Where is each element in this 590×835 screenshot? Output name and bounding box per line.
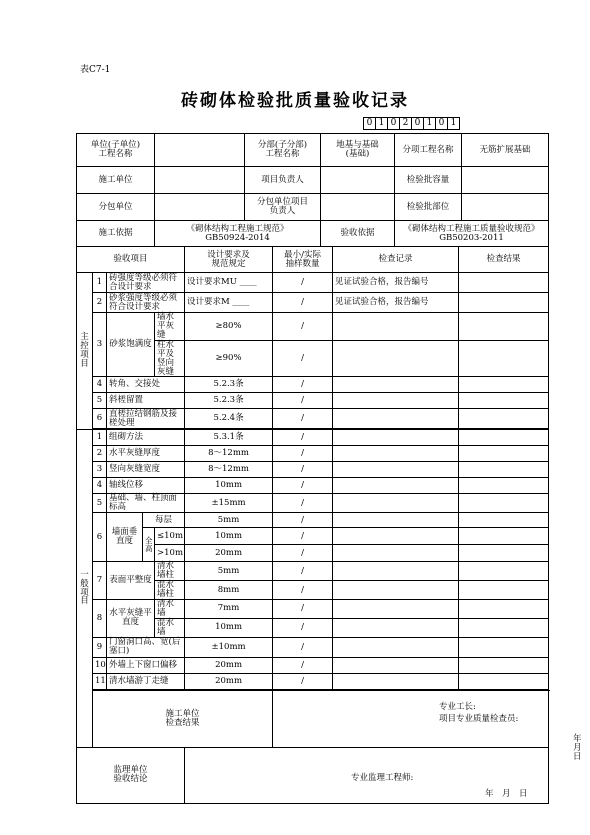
design-requirement: 20mm [185,545,273,562]
code-digit: 1 [423,117,436,130]
check-record[interactable] [333,562,459,581]
sub-item-name: 混水墙 [155,618,185,637]
sample-count: / [273,545,333,562]
design-requirement: 8～12mm [185,446,273,462]
code-digit: 0 [387,117,400,130]
sub-item-name: ≤10m [155,528,185,545]
item-name: 外墙上下窗口偏移 [107,657,185,673]
item-name: 直槎拉结钢筋及接槎处理 [107,409,185,429]
check-result[interactable] [459,340,549,377]
check-result[interactable] [459,293,549,313]
sample-count: / [273,513,333,528]
sub-item-name: 柱水平及竖向灰缝 [155,340,185,377]
basis-label: 施工依据 [77,221,155,247]
row-number: 2 [93,446,107,462]
quality-inspector-label: 项目专业质量检查员: [439,713,519,724]
code-digit: 0 [411,117,424,130]
design-requirement: 设计要求M ____ [185,293,273,313]
check-result[interactable] [459,377,549,393]
item-name: 砂浆强度等级必须符合设计要求 [107,293,185,313]
construct-date: 年 月 日 [573,733,590,762]
sub-item-name: 清水墙 [155,599,185,618]
division-label: 分部(子分部) 工程名称 [245,134,321,167]
row-number: 7 [93,562,107,600]
check-result[interactable] [459,562,549,581]
design-requirement: 5.2.3条 [185,377,273,393]
sample-count: / [273,478,333,494]
sub-item-name: >10m [155,545,185,562]
check-record[interactable] [333,340,459,377]
check-result[interactable] [459,313,549,341]
item-name: 水平灰缝厚度 [107,446,185,462]
row-number: 9 [93,637,107,657]
check-record[interactable] [333,545,459,562]
project-leader-value[interactable] [321,167,395,194]
sub-item-name: 墙水平灰缝 [155,313,185,341]
check-record[interactable] [333,513,459,528]
check-record[interactable] [333,657,459,673]
check-record[interactable]: 见证试验合格，报告编号 [333,273,459,293]
batch-capacity-value[interactable] [462,167,549,194]
check-record[interactable] [333,313,459,341]
document-title: 砖砌体检验批质量验收记录 [181,91,409,111]
check-record[interactable] [333,430,459,446]
subcontract-label: 分包单位 [77,194,155,221]
sample-count: / [273,494,333,513]
supervise-date: 年 月 日 [485,788,528,799]
check-result[interactable] [459,513,549,528]
unit-name-value[interactable] [155,134,245,167]
check-record[interactable] [333,618,459,637]
item-name: 砂浆饱满度 [107,313,155,377]
col-header-record: 检查记录 [333,247,459,273]
design-requirement: 20mm [185,657,273,673]
row-number: 6 [93,513,107,562]
row-number: 11 [93,673,107,689]
item-name: 斜槎留置 [107,393,185,409]
info-table [76,133,549,247]
accept-basis-label: 验收依据 [321,221,395,247]
code-digit: 1 [447,117,460,130]
row-number: 3 [93,462,107,478]
code-digit: 0 [435,117,448,130]
row-number: 4 [93,478,107,494]
check-record[interactable] [333,377,459,393]
check-record[interactable] [333,581,459,600]
project-leader-label: 项目负责人 [245,167,321,194]
design-requirement: 8mm [185,581,273,600]
sub-item-name: 每层 [143,513,185,528]
check-result[interactable] [459,599,549,618]
check-result[interactable] [459,478,549,494]
design-requirement: ±10mm [185,637,273,657]
check-record[interactable] [333,393,459,409]
check-record[interactable] [333,494,459,513]
row-number: 1 [93,430,107,446]
check-result[interactable] [459,657,549,673]
check-record[interactable] [333,409,459,429]
check-record[interactable] [333,446,459,462]
supervise-conclusion-area[interactable] [185,747,549,803]
design-requirement: ≥90% [185,340,273,377]
code-digit: 0 [363,117,376,130]
item-name: 表面平整度 [107,562,155,600]
supervise-conclusion-label: 监理单位 验收结论 [77,747,185,803]
row-number: 3 [93,313,107,377]
design-requirement: 20mm [185,673,273,689]
row-number: 5 [93,393,107,409]
code-digit: 2 [399,117,412,130]
sample-count: / [273,393,333,409]
inspection-body [76,246,590,804]
col-header-result: 检查结果 [459,247,549,273]
design-requirement: 10mm [185,478,273,494]
sample-count: / [273,618,333,637]
item-name: 砖强度等级必须符合设计要求 [107,273,185,293]
design-requirement: ≥80% [185,313,273,341]
subcontract-leader-label: 分包单位项目 负责人 [245,194,321,221]
check-result[interactable] [459,673,549,689]
item-name: 水平灰缝平直度 [107,599,155,637]
sample-count: / [273,293,333,313]
check-record[interactable] [333,599,459,618]
sample-count: / [273,273,333,293]
sub-item-name: 混水墙柱 [155,581,185,600]
sample-count: / [273,430,333,446]
sub-item-name: 清水墙柱 [155,562,185,581]
check-result[interactable] [459,393,549,409]
sample-count: / [273,313,333,341]
check-result[interactable] [459,273,549,293]
item-name: 轴线位移 [107,478,185,494]
item-name: 墙面垂直度 [107,513,143,562]
sample-count: / [273,599,333,618]
basis-value: 《砌体结构工程施工规范》 GB50924-2014 [155,221,321,247]
code-digit: 1 [375,117,388,130]
row-number: 1 [93,273,107,293]
check-result[interactable] [459,545,549,562]
row-number: 4 [93,377,107,393]
foreman-label: 专业工长: [439,701,476,712]
batch-location-label: 检验批部位 [395,194,462,221]
sample-count: / [273,673,333,689]
supervising-engineer-label: 专业监理工程师: [351,772,414,783]
check-result[interactable] [459,581,549,600]
construct-unit-label: 施工单位 [77,167,155,194]
check-result[interactable] [459,528,549,545]
check-result[interactable] [459,430,549,446]
item-name: 清水墙游丁走缝 [107,673,185,689]
code-boxes [364,117,460,130]
design-requirement: 8～12mm [185,462,273,478]
design-requirement: 5.2.3条 [185,393,273,409]
col-header-item: 验收项目 [77,247,185,273]
item-name: 组砌方法 [107,430,185,446]
check-record[interactable] [333,462,459,478]
main-control-label: 主 控 项 目 [77,273,93,430]
batch-capacity-label: 检验批容量 [395,167,462,194]
construct-unit-value[interactable] [155,167,245,194]
subcontract-leader-value[interactable] [321,194,395,221]
sample-count: / [273,657,333,673]
subitem-label: 分项工程名称 [395,134,462,167]
unit-name-label: 单位(子单位) 工程名称 [77,134,155,167]
sample-count: / [273,528,333,545]
check-record[interactable] [333,637,459,657]
check-result[interactable] [459,446,549,462]
check-result[interactable] [459,462,549,478]
sample-count: / [273,377,333,393]
check-result[interactable] [459,618,549,637]
check-record[interactable]: 见证试验合格，报告编号 [333,293,459,313]
construct-check-area[interactable] [273,690,590,762]
batch-location-value[interactable] [462,194,549,221]
check-record[interactable] [333,673,459,689]
item-name: 基础、墙、柱顶面标高 [107,494,185,513]
col-header-design: 设计要求及 规范规定 [185,247,273,273]
design-requirement: 设计要求MU ____ [185,273,273,293]
design-requirement: 10mm [185,528,273,545]
design-requirement: 5mm [185,562,273,581]
general-items-label: 一 般 项 目 [77,430,93,747]
design-requirement: 5mm [185,513,273,528]
sample-count: / [273,581,333,600]
check-result[interactable] [459,409,549,429]
row-number: 6 [93,409,107,429]
sub-item-name: 全高 [143,528,155,562]
item-name: 竖向灰缝宽度 [107,462,185,478]
design-requirement: 7mm [185,599,273,618]
row-number: 5 [93,494,107,513]
sample-count: / [273,446,333,462]
item-name: 转角、交接处 [107,377,185,393]
subcontract-value[interactable] [155,194,245,221]
col-header-sample: 最小/实际 抽样数量 [273,247,333,273]
sample-count: / [273,409,333,429]
design-requirement: 10mm [185,618,273,637]
check-result[interactable] [459,637,549,657]
form-code: 表C7-1 [80,65,111,75]
design-requirement: 5.2.4条 [185,409,273,429]
design-requirement: 5.3.1条 [185,430,273,446]
check-record[interactable] [333,478,459,494]
row-number: 10 [93,657,107,673]
accept-basis-value: 《砌体结构工程施工质量验收规范》 GB50203-2011 [395,221,549,247]
sample-count: / [273,562,333,581]
sample-count: / [273,637,333,657]
item-name: 门窗洞口高、宽(后塞口) [107,637,185,657]
check-record[interactable] [333,528,459,545]
row-number: 2 [93,293,107,313]
subitem-value[interactable]: 无筋扩展基础 [462,134,549,167]
construct-check-label: 施工单位 检查结果 [93,690,273,747]
check-result[interactable] [459,494,549,513]
division-value[interactable]: 地基与基础 (基础) [321,134,395,167]
sample-count: / [273,340,333,377]
sample-count: / [273,462,333,478]
design-requirement: ±15mm [185,494,273,513]
row-number: 8 [93,599,107,637]
